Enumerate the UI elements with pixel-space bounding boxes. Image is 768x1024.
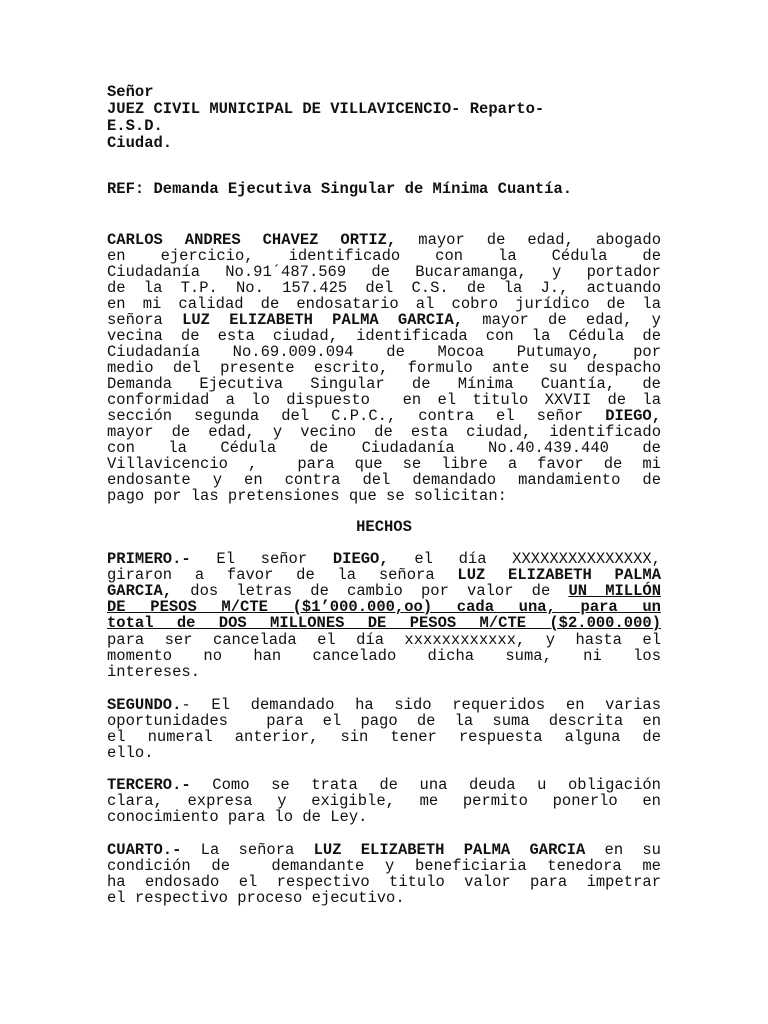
salutation: Señor: [107, 83, 154, 101]
intro-line-8: Ciudadanía No.69.009.094 de Mocoa Putumayo, por: [107, 343, 661, 361]
primero-line-1-b: el día XXXXXXXXXXXXXXX,: [414, 550, 661, 568]
amount-text-3: total de DOS MILLONES DE PESOS M/CTE ($2.000.000): [107, 614, 661, 632]
intro-line-1-text: mayor de edad, abogado: [418, 231, 661, 249]
intro-line-12-a: sección segunda del C.P.C., contra el señor: [107, 407, 584, 425]
segundo-line-2: oportunidades para el pago de la suma descrita en: [107, 712, 661, 730]
defendant-name: DIEGO,: [605, 407, 661, 425]
primero-label: PRIMERO.-: [107, 550, 191, 568]
ref-text: : Demanda Ejecutiva Singular de Mínima Cuantía.: [134, 180, 573, 198]
primero-line-1-a: El señor: [216, 550, 308, 568]
intro-line-2: en ejercicio, identificado con la Cédula de: [107, 247, 661, 265]
primero-line-1: [107, 551, 661, 567]
primero-line-8: intereses.: [107, 663, 201, 681]
segundo-line-4: ello.: [107, 744, 154, 762]
primero-defendant: DIEGO,: [332, 550, 389, 568]
cuarto-line-1-a: La señora: [200, 841, 295, 859]
intro-line-14: con la Cédula de Ciudadanía No.40.439.440 de: [107, 439, 661, 457]
segundo-label: SEGUNDO.: [107, 696, 182, 714]
intro-line-6-a: señora: [107, 311, 163, 329]
primero-plaintiff-2: GARCIA,: [107, 582, 173, 600]
ref-label: REF: [107, 180, 135, 198]
ref-line: [107, 181, 572, 197]
primero-plaintiff-1: LUZ ELIZABETH PALMA: [457, 566, 661, 584]
tercero-line-2: clara, expresa y exigible, me permito ponerlo en: [107, 792, 661, 810]
amount-text-1: UN MILLÓN: [568, 582, 662, 600]
cuarto-line-4: el respectivo proceso ejecutivo.: [107, 889, 405, 907]
intro-line-12: [107, 408, 661, 424]
intro-line-10: Demanda Ejecutiva Singular de Mínima Cuantía, de: [107, 375, 661, 393]
primero-line-2-a: giraron a favor de la señora: [107, 566, 435, 584]
segundo-line-1: [107, 697, 661, 713]
cuarto-line-2: condición de demandante y beneficiaria tenedora me: [107, 857, 661, 875]
cuarto-line-1: [107, 842, 661, 858]
intro-line-6-b: mayor de edad, y: [482, 311, 661, 329]
intro-line-11: conformidad a lo dispuesto en el titulo XXVII de la: [107, 391, 661, 409]
amount-text-2: DE PESOS M/CTE ($1’000.000,oo) cada una, para un: [107, 598, 661, 616]
tercero-line-3: conocimiento para lo de Ley.: [107, 808, 368, 826]
intro-line-4: de la T.P. No. 157.425 del C.S. de la J., actuando: [107, 279, 661, 297]
segundo-line-1-text: - El demandado ha sido requeridos en varias: [181, 696, 661, 714]
lawyer-name: CARLOS ANDRES CHAVEZ ORTIZ,: [107, 231, 397, 249]
intro-line-3: Ciudadanía No.91´487.569 de Bucaramanga, y portador: [107, 263, 661, 281]
court-name: JUEZ CIVIL MUNICIPAL DE VILLAVICENCIO- Reparto-: [107, 100, 545, 118]
segundo-line-3: el numeral anterior, sin tener respuesta alguna de: [107, 728, 661, 746]
plaintiff-name: LUZ ELIZABETH PALMA GARCIA,: [182, 311, 464, 329]
city-line: Ciudad.: [107, 134, 173, 152]
cuarto-label: CUARTO.-: [107, 841, 182, 859]
intro-line-5: en mi calidad de endosatario al cobro jurídico de la: [107, 295, 661, 313]
tercero-line-1-text: Como se trata de una deuda u obligación: [212, 776, 661, 794]
cuarto-line-1-b: en su: [604, 841, 661, 859]
cuarto-line-3: ha endosado el respectivo titulo valor para impetrar: [107, 873, 661, 891]
intro-line-16: endosante y en contra del demandado mandamiento de: [107, 471, 661, 489]
tercero-line-1: [107, 777, 661, 793]
tercero-label: TERCERO.-: [107, 776, 191, 794]
primero-line-2: [107, 567, 661, 583]
cuarto-plaintiff: LUZ ELIZABETH PALMA GARCIA: [313, 841, 586, 859]
primero-line-7: momento no han cancelado dicha suma, ni los: [107, 647, 661, 665]
primero-line-3-b: dos letras de cambio por valor de: [190, 582, 551, 600]
primero-line-3: [107, 583, 661, 599]
intro-line-1: [107, 232, 661, 248]
intro-line-6: [107, 312, 661, 328]
section-title-hechos: HECHOS: [356, 518, 412, 536]
esd-line: E.S.D.: [107, 117, 163, 135]
intro-line-9: medio del presente escrito, formulo ante su despacho: [107, 359, 661, 377]
intro-line-15: Villavicencio , para que se libre a favor de mi: [107, 455, 661, 473]
intro-line-13: mayor de edad, y vecino de esta ciudad, identificado: [107, 423, 661, 441]
intro-line-7: vecina de esta ciudad, identificada con la Cédula de: [107, 327, 661, 345]
intro-line-17: pago por las pretensiones que se solicitan:: [107, 487, 507, 505]
primero-line-6: para ser cancelada el día xxxxxxxxxxxx, y hasta el: [107, 631, 661, 649]
